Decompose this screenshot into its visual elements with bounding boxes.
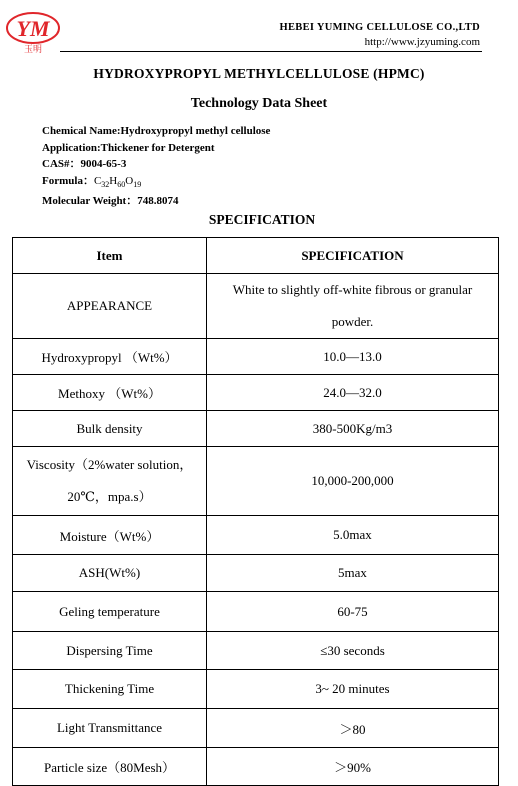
- application: Application:Thickener for Detergent: [42, 141, 215, 154]
- item-cell: Geling temperature: [13, 592, 207, 632]
- formula-label: Formula：: [42, 174, 94, 187]
- item-cell: Methoxy （Wt%）: [13, 375, 207, 411]
- spec-cell: 3~ 20 minutes: [207, 670, 499, 709]
- formula-c: C: [93, 174, 102, 187]
- item-cell: Thickening Time: [13, 670, 207, 709]
- col-header-spec: SPECIFICATION: [207, 238, 499, 274]
- table-row: [13, 516, 499, 555]
- chemical-name: Chemical Name:Hydroxypropyl methyl cellulose: [42, 125, 271, 137]
- item-cell: [13, 447, 207, 516]
- company-name: HEBEI YUMING CELLULOSE CO.,LTD: [279, 22, 480, 33]
- spec-cell: ＞90%: [207, 748, 499, 786]
- molecular-weight: Molecular Weight：748.8074: [42, 195, 179, 208]
- item-cell: Moisture（Wt%）: [13, 516, 207, 555]
- item-cell: Dispersing Time: [13, 632, 207, 670]
- cas-number: CAS#：9004-65-3: [42, 158, 127, 170]
- item-cell: ASH(Wt%): [13, 555, 207, 592]
- company-url: http://www.jzyuming.com: [364, 36, 480, 48]
- company-logo: [4, 10, 62, 54]
- table-row: [13, 670, 499, 709]
- document-subtitle: Technology Data Sheet: [190, 96, 328, 111]
- spec-cell: 60-75: [207, 592, 499, 632]
- formula: [42, 173, 270, 194]
- spec-cell: 24.0—32.0: [207, 375, 499, 411]
- table-row: [13, 632, 499, 670]
- table-row: [13, 375, 499, 411]
- spec-cell: 380-500Kg/m3: [207, 411, 499, 447]
- table-row: [13, 411, 499, 447]
- table-row: [13, 339, 499, 375]
- header-divider: [60, 51, 482, 52]
- item-cell: Hydroxypropyl （Wt%）: [13, 339, 207, 375]
- spec-cell: ＞80: [207, 709, 499, 748]
- table-header-row: [13, 238, 499, 274]
- table-row: [13, 748, 499, 786]
- logo-subtext: 玉明: [23, 45, 43, 54]
- item-cell: APPEARANCE: [13, 274, 207, 339]
- table-row: [13, 592, 499, 632]
- formula-o: O: [125, 174, 134, 187]
- spec-cell: 10,000-200,000: [207, 447, 499, 516]
- item-cell: Particle size（80Mesh）: [13, 748, 207, 786]
- spec-line: White to slightly off-white fibrous or granular: [232, 282, 473, 297]
- spec-cell: [207, 274, 499, 339]
- product-info: [42, 123, 270, 210]
- table-row: [13, 555, 499, 592]
- spec-cell: 5max: [207, 555, 499, 592]
- item-cell: Bulk density: [13, 411, 207, 447]
- col-header-item: Item: [13, 238, 207, 274]
- table-row: [13, 274, 499, 339]
- table-row: [13, 447, 499, 516]
- spec-heading: SPECIFICATION: [208, 212, 316, 227]
- document-title: HYDROXYPROPYL METHYLCELLULOSE (HPMC): [93, 66, 425, 81]
- table-row: [13, 709, 499, 748]
- item-line: 20℃，mpa.s）: [67, 489, 152, 504]
- item-cell: Light Transmittance: [13, 709, 207, 748]
- formula-c-sub: 32: [101, 179, 110, 189]
- spec-cell: 10.0—13.0: [207, 339, 499, 375]
- formula-o-sub: 19: [133, 179, 142, 189]
- spec-line: powder.: [331, 314, 374, 329]
- logo-text: YM: [16, 16, 50, 41]
- spec-cell: 5.0max: [207, 516, 499, 555]
- item-line: Viscosity（2%water solution，: [26, 457, 193, 472]
- formula-h-sub: 60: [117, 179, 126, 189]
- spec-cell: ≤30 seconds: [207, 632, 499, 670]
- formula-h: H: [109, 174, 118, 187]
- spec-table: [12, 237, 499, 786]
